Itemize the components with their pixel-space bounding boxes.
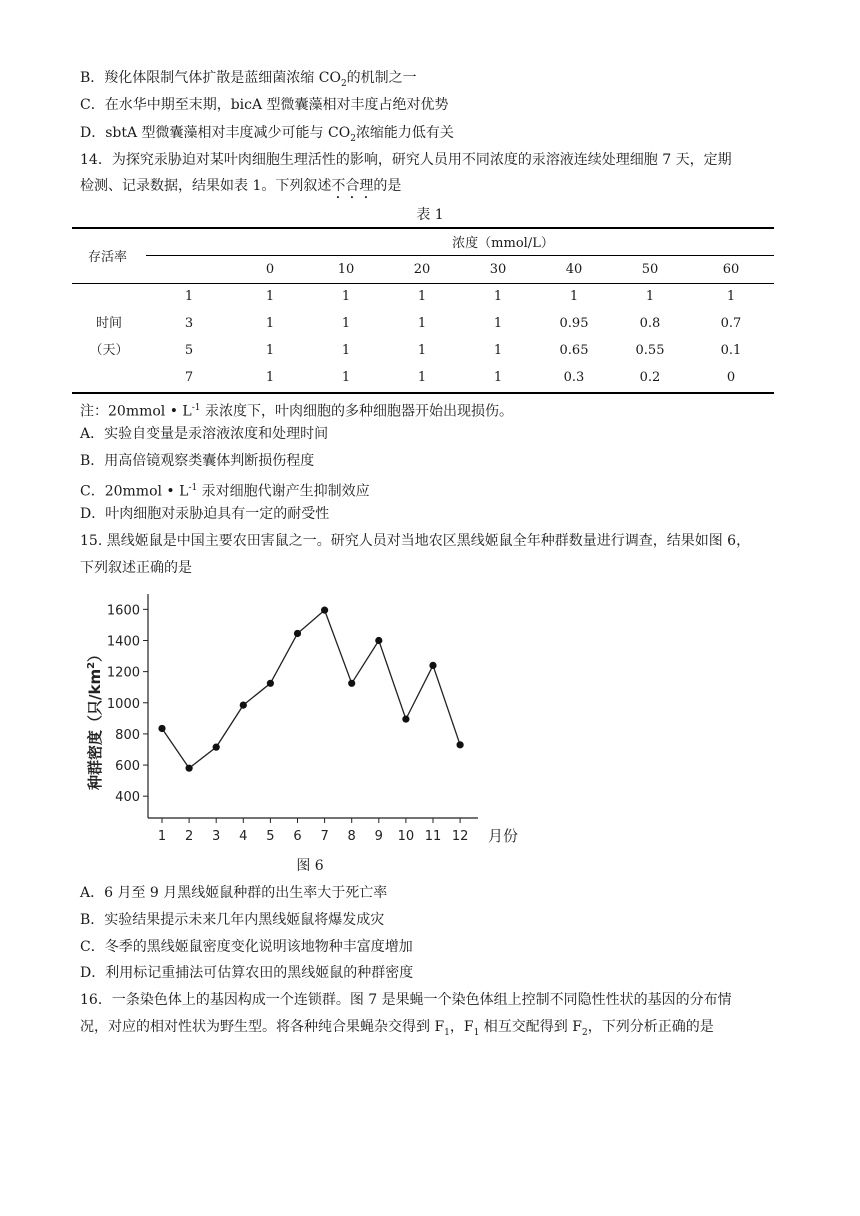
conc-header-cell: 50: [641, 261, 659, 277]
q15-option-b: B．实验结果提示未来几年内黑线姬鼠将爆发成灾: [80, 912, 385, 928]
table-cell: 1: [493, 316, 503, 331]
y-tick-label: 1200: [106, 665, 140, 681]
data-point: [321, 607, 328, 614]
table-cell: 1: [265, 343, 275, 358]
q15-stem-line1: 15. 黑线姬鼠是中国主要农田害鼠之一。研究人员对当地农区黑线姬鼠全年种群数量进行调查，结果如图 6，: [80, 533, 751, 549]
table-cell: 1: [493, 370, 503, 385]
table-cell: 1: [417, 370, 427, 385]
x-tick-label: 6: [293, 829, 302, 844]
data-point: [240, 702, 247, 709]
table-cell: 1: [493, 343, 503, 358]
population-density-chart: [0, 590, 860, 850]
q15-option-c: C．冬季的黑线姬鼠密度变化说明该地物种丰富度增加: [80, 939, 413, 955]
series-line: [162, 610, 460, 768]
table-conc-header: 浓度（mmol/L）: [452, 235, 554, 251]
table-cell: 1: [493, 289, 503, 304]
data-point: [375, 637, 382, 644]
table-cell: 0.95: [559, 316, 589, 331]
q13-option-b: B．羧化体限制气体扩散是蓝细菌浓缩 $CO_2$的机制之一: [80, 70, 417, 89]
y-tick-label: 1400: [106, 634, 140, 650]
table-cell: 1: [417, 316, 427, 331]
table-cell: 1: [341, 316, 351, 331]
table-row: [72, 337, 774, 364]
x-tick-label: 11: [424, 829, 442, 844]
q14-option-d: D．叶肉细胞对汞胁迫具有一定的耐受性: [80, 506, 330, 522]
table-row: [72, 364, 774, 391]
data-point: [348, 680, 355, 687]
y-tick-label: 600: [115, 759, 140, 775]
x-tick-label: 1: [157, 829, 167, 844]
table-cell: 1: [569, 289, 579, 304]
x-tick-label: 8: [347, 829, 356, 844]
data-point: [294, 630, 301, 637]
q16-stem-line1: 16．一条染色体上的基因构成一个连锁群。图 7 是果蝇一个染色体组上控制不同隐性性状的基因的分布情: [80, 992, 732, 1008]
table-cell: 0: [726, 370, 736, 385]
table-cell: 1: [341, 289, 351, 304]
table-cell: 0.55: [635, 343, 665, 358]
table-cell: 1: [341, 343, 351, 358]
q14-stem-line2: 检测、记录数据，结果如表 1。下列叙述不合理的是: [80, 178, 402, 194]
x-axis-label: 月份: [488, 827, 519, 845]
q15-option-a: A．6 月至 9 月黑线姬鼠种群的出生率大于死亡率: [80, 885, 388, 901]
table-bottom-rule: [72, 392, 774, 394]
q13-option-c: C．在水华中期至末期，bicA 型微囊藻相对丰度占绝对优势: [80, 97, 449, 113]
survival-table: [72, 227, 774, 391]
y-ticks: [107, 603, 148, 805]
q13-option-d: D．sbtA 型微囊藻相对丰度减少可能与 $CO_2$浓缩能力低有关: [80, 125, 454, 144]
table-caption: 表 1: [416, 207, 444, 223]
data-point: [158, 725, 165, 732]
table-cell: 1: [726, 289, 736, 304]
data-point: [429, 662, 436, 669]
data-point: [186, 765, 193, 772]
x-tick-label: 5: [266, 829, 275, 844]
y-tick-label: 1600: [106, 603, 140, 619]
x-tick-label: 4: [239, 829, 248, 844]
table-cell: 0.8: [639, 316, 661, 331]
conc-header-cell: 20: [413, 261, 431, 277]
q14-option-c: C．20mmol • $L^{-1}$ 汞对细胞代谢产生抑制效应: [80, 483, 370, 500]
data-point: [267, 680, 274, 687]
q14-option-b: B．用高倍镜观察类囊体判断损伤程度: [80, 453, 315, 469]
q14-emphasis: 不合理: [331, 178, 374, 194]
table-cell: 1: [417, 289, 427, 304]
x-tick-label: 2: [184, 829, 194, 844]
data-points: [158, 607, 463, 772]
x-tick-label: 7: [320, 829, 329, 844]
table-cell: 0.7: [720, 316, 742, 331]
table-cell: 0.1: [720, 343, 742, 358]
conc-header-cell: 0: [265, 261, 275, 277]
conc-header-cell: 30: [489, 261, 507, 277]
conc-header-cell: 40: [565, 261, 583, 277]
table-cell: 0.65: [559, 343, 589, 358]
table-cell: 0.3: [563, 370, 585, 385]
q14-option-a: A．实验自变量是汞溶液浓度和处理时间: [80, 426, 329, 442]
data-point: [402, 716, 409, 723]
table-corner: 存活率: [88, 249, 128, 265]
day-cell: 3: [184, 316, 194, 331]
y-tick-label: 400: [115, 790, 140, 806]
table-cell: 1: [265, 289, 275, 304]
table-note: 注：20mmol • $L^{-1}$ 汞浓度下，叶肉细胞的多种细胞器开始出现损伤。: [80, 403, 513, 420]
day-cell: 1: [184, 289, 194, 304]
data-point: [457, 741, 464, 748]
table-cell: 1: [645, 289, 655, 304]
figure-caption: 图 6: [296, 858, 324, 874]
x-tick-label: 3: [212, 829, 221, 844]
data-point: [213, 744, 220, 751]
table-cell: 0.2: [639, 370, 661, 385]
table-row: [72, 310, 774, 337]
y-axis-label: 种群密度（只$/km^2$）: [86, 646, 104, 790]
table-cell: 1: [265, 370, 275, 385]
time-label: 时间 （天）: [89, 316, 129, 358]
table-row: [72, 283, 774, 310]
q16-stem-line2: 况，对应的相对性状为野生型。将各种纯合果蝇杂交得到 $F_1$，$F_1$ 相互交配得到 $F_2$，下列分析正确的是: [80, 1019, 714, 1038]
conc-header-cell: 10: [337, 261, 355, 277]
day-cell: 7: [184, 370, 194, 385]
x-tick-label: 9: [374, 829, 383, 844]
y-tick-label: 1000: [106, 696, 140, 712]
x-tick-label: 12: [451, 829, 469, 844]
chart-axes: [148, 594, 478, 818]
table-cell: 1: [417, 343, 427, 358]
q14-stem-line1: 14．为探究汞胁迫对某叶肉细胞生理活性的影响，研究人员用不同浓度的汞溶液连续处理细胞 7 天，定期: [80, 152, 732, 168]
table-cell: 1: [341, 370, 351, 385]
x-tick-label: 10: [397, 829, 415, 844]
q15-option-d: D．利用标记重捕法可估算农田的黑线姬鼠的种群密度: [80, 965, 414, 981]
conc-header-cell: 60: [722, 261, 740, 277]
y-tick-label: 800: [115, 727, 140, 743]
table-cell: 1: [265, 316, 275, 331]
q15-stem-line2: 下列叙述正确的是: [80, 560, 192, 576]
x-ticks: [158, 818, 469, 844]
day-cell: 5: [184, 343, 194, 358]
